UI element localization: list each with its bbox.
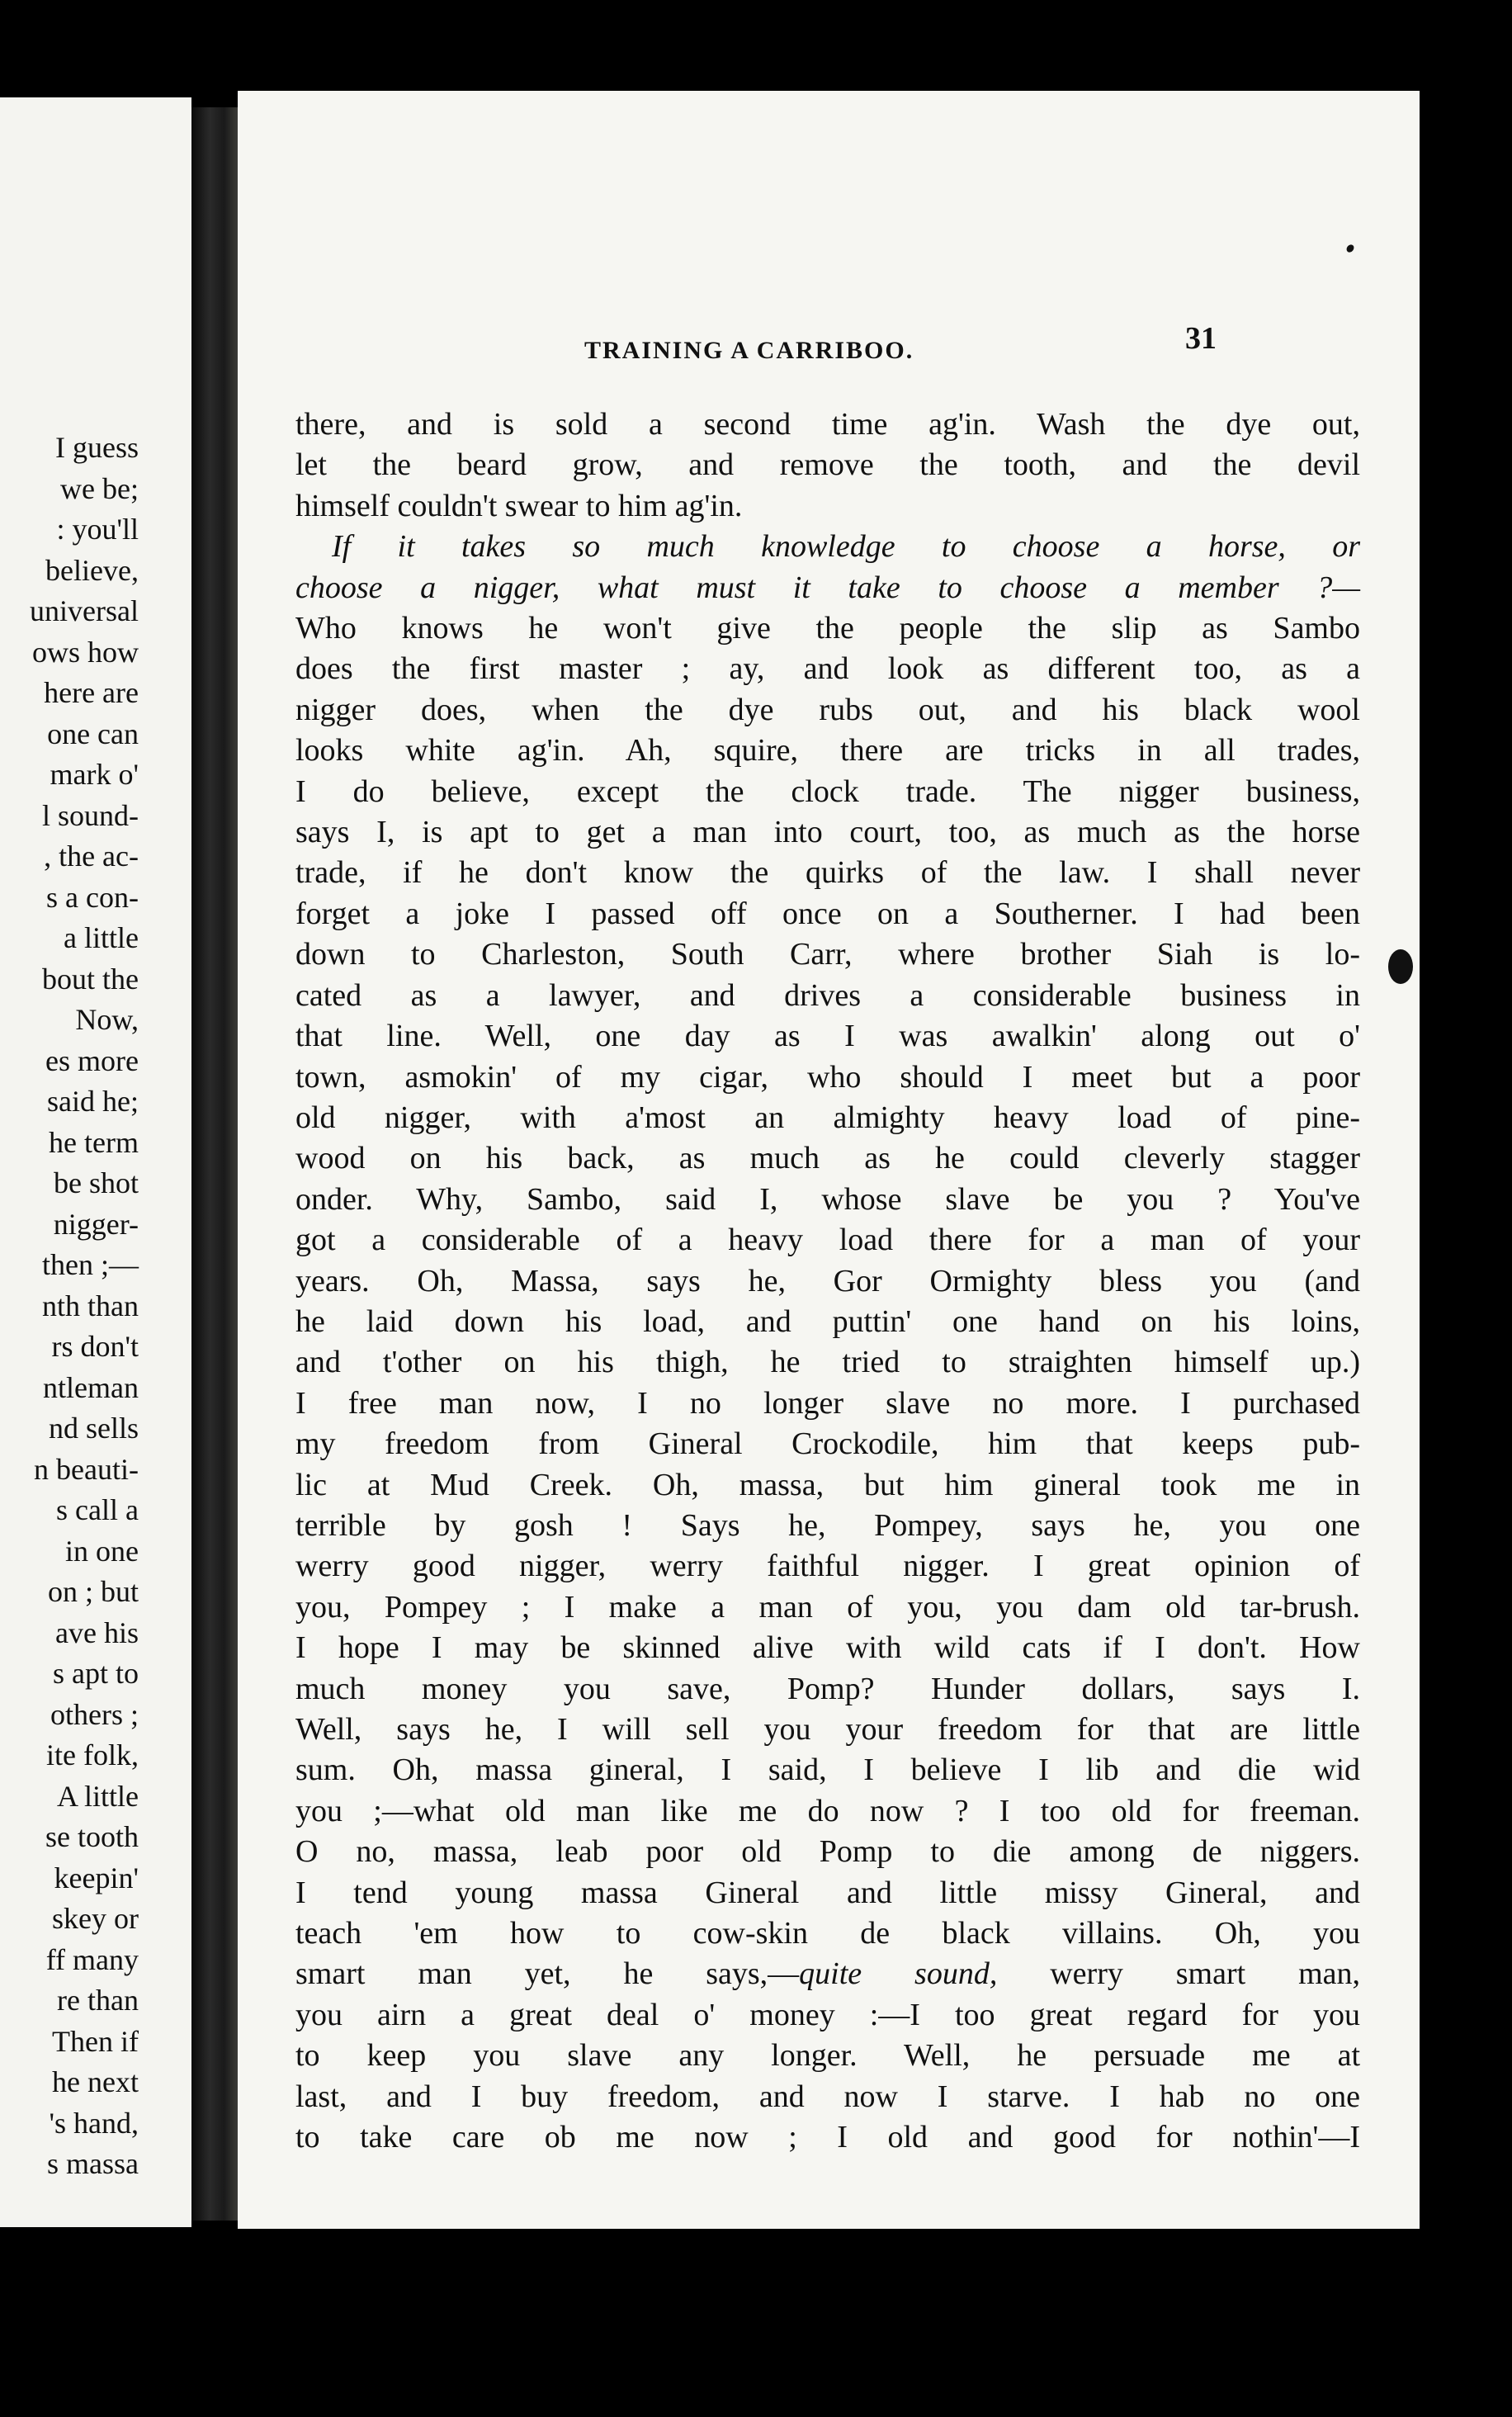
left-line: in one [65, 1534, 139, 1568]
left-line: rs don't [51, 1330, 139, 1363]
left-line: here are [44, 676, 139, 709]
left-line: s call a [56, 1493, 139, 1526]
left-line: be shot [54, 1166, 139, 1199]
text-line: you airn a great deal o' money :—I too great regard for you [295, 1997, 1360, 2032]
right-page [238, 91, 1420, 2229]
left-line: he next [52, 2065, 139, 2098]
left-line: then ;— [42, 1248, 139, 1281]
text-line: O no, massa, leab poor old Pomp to die among de niggers. [295, 1834, 1360, 1870]
left-line: others ; [50, 1697, 139, 1731]
left-line: believe, [45, 553, 139, 587]
text-line: old nigger, with a'most an almighty heavy load of pine- [295, 1100, 1360, 1135]
left-line: nigger- [53, 1207, 139, 1241]
text-line: forget a joke I passed off once on a Southerner. I had been [295, 896, 1360, 931]
text-segment-italic: quite sound, [799, 1956, 998, 1992]
text-line: sum. Oh, massa gineral, I said, I believe I lib and die wid [295, 1752, 1360, 1788]
left-line: nth than [42, 1289, 139, 1322]
text-line: you, Pompey ; I make a man of you, you dam old tar-brush. [295, 1589, 1360, 1625]
left-line: : you'll [56, 513, 139, 546]
text-line-italic: choose a nigger, what must it take to choose a member ?— [295, 570, 1360, 605]
text-line: years. Oh, Massa, says he, Gor Ormighty bless you (and [295, 1263, 1360, 1298]
text-line: my freedom from Gineral Crockodile, him that keeps pub- [295, 1426, 1360, 1462]
text-line: himself couldn't swear to him ag'in. [295, 488, 743, 523]
left-line: ff many [45, 1942, 139, 1976]
text-line: and t'other on his thigh, he tried to straighten himself up.) [295, 1345, 1360, 1380]
text-line: to take care ob me now ; I old and good for nothin'—I [295, 2120, 1360, 2155]
left-line: n beauti- [34, 1452, 139, 1486]
left-line: universal [30, 594, 139, 627]
left-page-fragment [0, 97, 191, 2227]
text-line: onder. Why, Sambo, said I, whose slave be you ? You've [295, 1181, 1360, 1217]
page-body-text [295, 404, 1360, 2158]
text-line: there, and is sold a second time ag'in. Wash the dye out, [295, 407, 1360, 442]
text-line: teach 'em how to cow-skin de black villains. Oh, you [295, 1916, 1360, 1951]
text-line: I hope I may be skinned alive with wild cats if I don't. How [295, 1630, 1360, 1666]
left-line: , the ac- [44, 840, 139, 873]
left-line: ave his [55, 1615, 139, 1649]
text-segment: werry smart man, [997, 1956, 1360, 1992]
left-line: l sound- [42, 798, 139, 832]
text-line: werry good nigger, werry faithful nigger. I great opinion of [295, 1549, 1360, 1584]
text-line: looks white ag'in. Ah, squire, there are tricks in all trades, [295, 733, 1360, 769]
text-line: town, asmokin' of my cigar, who should I meet but a poor [295, 1059, 1360, 1095]
left-line: es more [45, 1043, 139, 1077]
text-line-mixed [295, 1954, 1360, 1994]
left-line: Now, [75, 1003, 139, 1036]
left-line: s massa [47, 2147, 139, 2180]
left-line: 's hand, [49, 2106, 139, 2140]
text-line: I do believe, except the clock trade. The nigger business, [295, 773, 1360, 809]
text-line: wood on his back, as much as he could cleverly stagger [295, 1141, 1360, 1176]
left-line: a little [64, 921, 139, 954]
text-line: Who knows he won't give the people the slip as Sambo [295, 611, 1360, 646]
left-line: re than [57, 1984, 139, 2017]
ink-blot-mark [1388, 949, 1413, 984]
text-line: cated as a lawyer, and drives a considerable business in [295, 977, 1360, 1013]
text-line: lic at Mud Creek. Oh, massa, but him gineral took me in [295, 1467, 1360, 1502]
left-line: s a con- [46, 880, 139, 914]
left-line: we be; [60, 471, 139, 505]
left-line: ite folk, [46, 1738, 139, 1771]
text-line: that line. Well, one day as I was awalkin' along out o' [295, 1019, 1360, 1054]
text-line: you ;—what old man like me do now ? I too old for freeman. [295, 1793, 1360, 1828]
text-line: does the first master ; ay, and look as different too, as a [295, 651, 1360, 687]
left-line: mark o' [50, 758, 139, 791]
text-line: much money you save, Pomp? Hunder dollars, says I. [295, 1671, 1360, 1706]
left-line: A little [57, 1779, 139, 1813]
text-line: says I, is apt to get a man into court, too, as much as the horse [295, 815, 1360, 850]
left-line: ntleman [43, 1370, 139, 1404]
page-number: 31 [1185, 321, 1217, 356]
text-segment: smart man yet, he says,— [295, 1956, 800, 1992]
text-line: got a considerable of a heavy load there for a man of your [295, 1223, 1360, 1258]
left-line: on ; but [47, 1575, 139, 1608]
left-line: I guess [55, 431, 139, 464]
left-line: Then if [52, 2024, 139, 2058]
left-line: nd sells [48, 1412, 139, 1445]
left-line: keepin' [54, 1861, 139, 1894]
left-line: he term [49, 1125, 139, 1159]
text-line: nigger does, when the dye rubs out, and his black wool [295, 692, 1360, 727]
left-line: se tooth [45, 1820, 139, 1853]
text-line: trade, if he don't know the quirks of the law. I shall never [295, 855, 1360, 891]
text-line: let the beard grow, and remove the tooth, and the devil [295, 447, 1360, 483]
running-head: TRAINING A CARRIBOO. [584, 337, 914, 364]
text-line: I free man now, I no longer slave no more. I purchased [295, 1385, 1360, 1421]
left-line: ows how [31, 635, 139, 669]
text-line: last, and I buy freedom, and now I starve. I hab no one [295, 2079, 1360, 2114]
text-line: he laid down his load, and puttin' one hand on his loins, [295, 1303, 1360, 1339]
text-line: terrible by gosh ! Says he, Pompey, says he, you one [295, 1507, 1360, 1543]
left-line: one can [47, 717, 139, 750]
left-line: bout the [42, 962, 139, 996]
text-line: Well, says he, I will sell you your freedom for that are little [295, 1712, 1360, 1747]
book-gutter [191, 107, 238, 2221]
left-page-text [0, 428, 139, 2185]
text-line: down to Charleston, South Carr, where brother Siah is lo- [295, 937, 1360, 972]
text-line-italic: If it takes so much knowledge to choose a horse, or [332, 529, 1360, 565]
text-line: to keep you slave any longer. Well, he persuade me at [295, 2038, 1360, 2074]
left-line: said he; [47, 1085, 139, 1118]
text-line: I tend young massa Gineral and little missy Gineral, and [295, 1875, 1360, 1910]
left-line: skey or [52, 1902, 139, 1935]
left-line: s apt to [53, 1657, 139, 1690]
